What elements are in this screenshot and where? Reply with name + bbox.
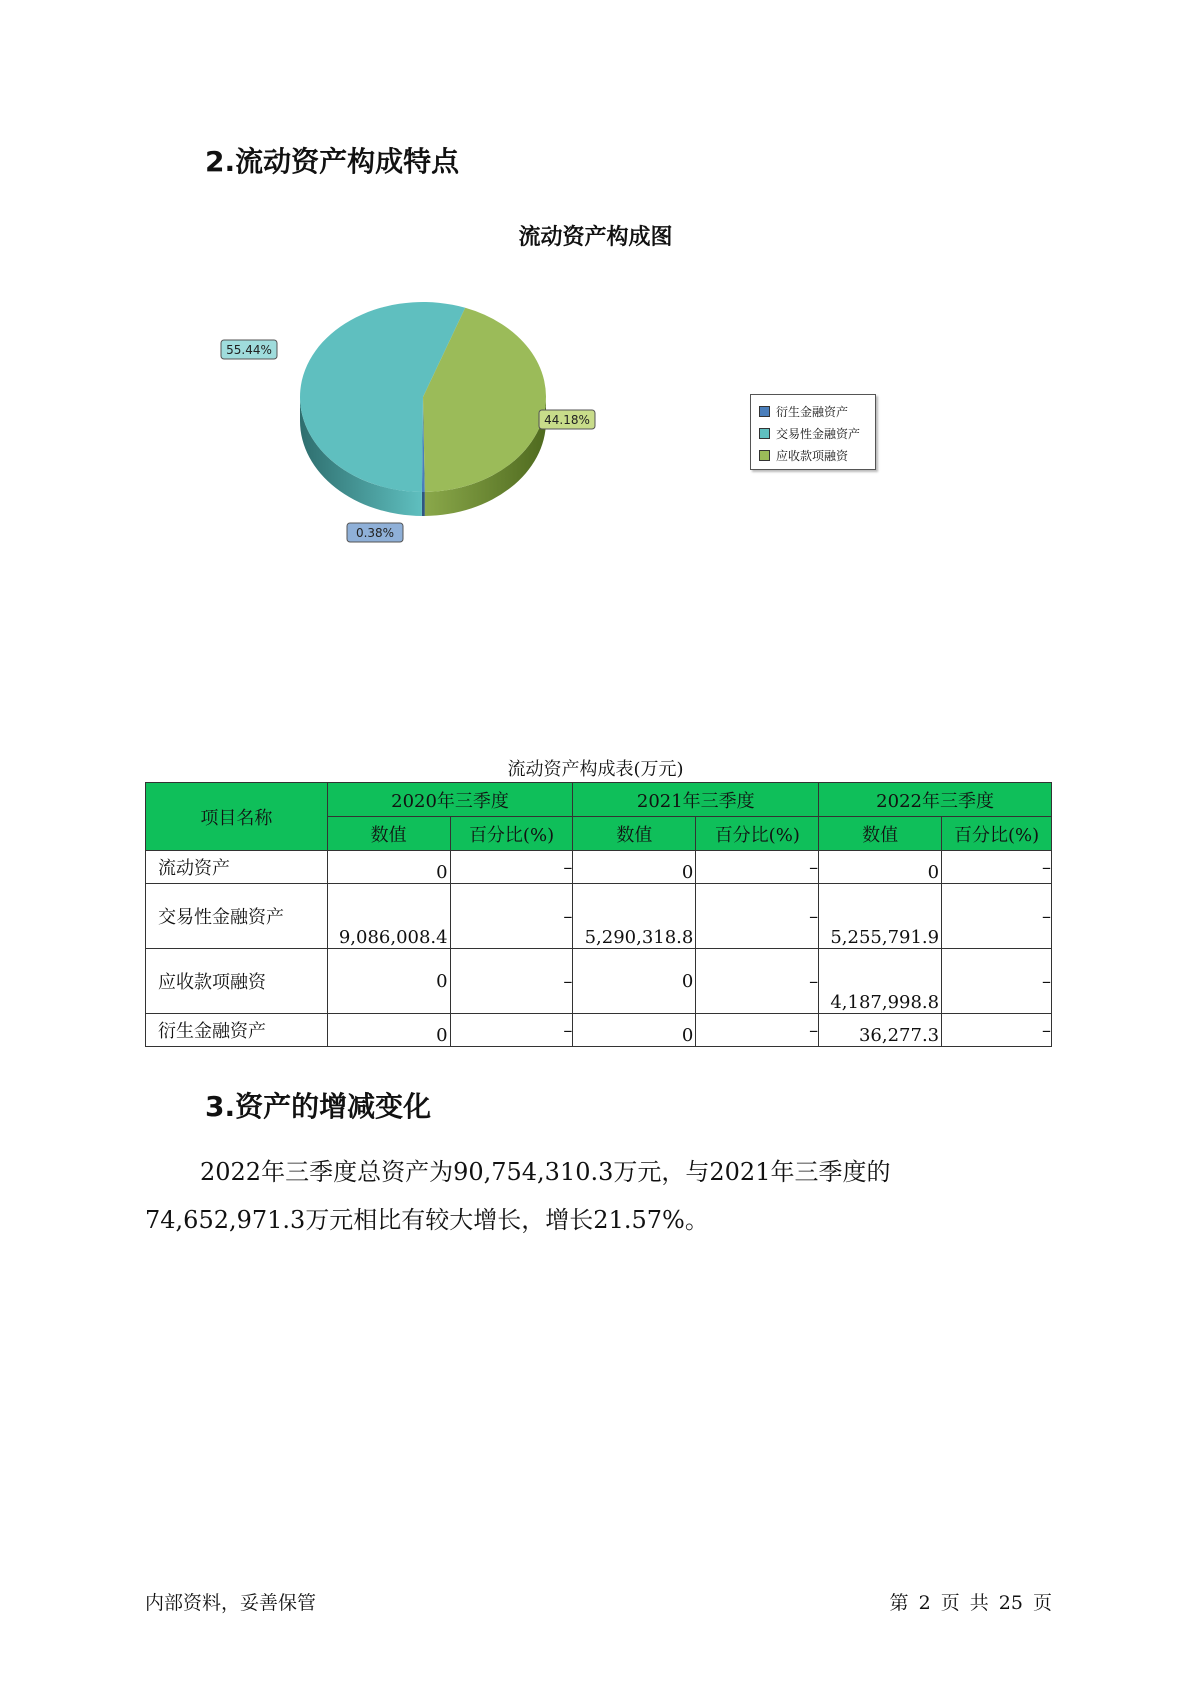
pie-data-label	[539, 410, 595, 429]
chart-legend	[750, 394, 876, 470]
header-period: 2021年三季度	[573, 783, 819, 817]
cell-percent: –	[696, 1014, 819, 1047]
cell-percent: –	[450, 1014, 573, 1047]
header-period: 2020年三季度	[327, 783, 573, 817]
header-percent: 百分比(%)	[696, 817, 819, 851]
cell-percent: –	[942, 949, 1052, 1014]
pie-label-text: 44.18%	[544, 413, 590, 427]
cell-percent: –	[942, 851, 1052, 884]
header-value: 数值	[327, 817, 450, 851]
pie-slice-side	[422, 492, 425, 516]
cell-percent: –	[450, 884, 573, 949]
cell-value: 0	[327, 949, 450, 1014]
row-name: 衍生金融资产	[146, 1014, 328, 1047]
chart-title: 流动资产构成图	[518, 224, 673, 250]
table-row	[146, 884, 1052, 949]
header-value: 数值	[819, 817, 942, 851]
legend-label: 衍生金融资产	[776, 404, 849, 419]
current-assets-table	[145, 782, 1052, 1047]
table-row	[146, 949, 1052, 1014]
table-row	[146, 1014, 1052, 1047]
cell-value: 5,255,791.9	[819, 884, 942, 949]
cell-percent: –	[696, 949, 819, 1014]
cell-percent: –	[450, 851, 573, 884]
header-value: 数值	[573, 817, 696, 851]
section-3-heading: 3.资产的增减变化	[205, 1090, 432, 1123]
cell-percent: –	[942, 884, 1052, 949]
legend-item	[751, 424, 875, 442]
cell-value: 0	[819, 851, 942, 884]
header-period: 2022年三季度	[819, 783, 1052, 817]
row-name: 交易性金融资产	[146, 884, 328, 949]
cell-value: 0	[573, 949, 696, 1014]
legend-swatch	[759, 450, 770, 461]
asset-change-paragraph: 2022年三季度总资产为90,754,310.3万元，与2021年三季度的74,652,971.3万元相比有较大增长，增长21.57%。	[145, 1158, 891, 1234]
footer-confidential: 内部资料，妥善保管	[145, 1592, 317, 1614]
row-name: 应收款项融资	[146, 949, 328, 1014]
pie-label-text: 0.38%	[355, 526, 395, 540]
cell-value: 5,290,318.8	[573, 884, 696, 949]
pie-data-label	[347, 523, 403, 542]
legend-label: 交易性金融资产	[776, 426, 861, 441]
cell-value: 0	[573, 851, 696, 884]
legend-item	[751, 446, 875, 464]
pie-label-text: 55.44%	[226, 343, 272, 357]
legend-label: 应收款项融资	[776, 448, 849, 463]
cell-percent: –	[696, 851, 819, 884]
cell-value: 9,086,008.4	[327, 884, 450, 949]
section-2-heading: 2.流动资产构成特点	[205, 145, 460, 178]
table-row	[146, 851, 1052, 884]
header-percent: 百分比(%)	[450, 817, 573, 851]
legend-swatch	[759, 428, 770, 439]
table-caption: 流动资产构成表(万元)	[507, 759, 684, 780]
cell-value: 4,187,998.8	[819, 949, 942, 1014]
cell-percent: –	[696, 884, 819, 949]
header-item-name: 项目名称	[146, 783, 328, 851]
cell-value: 36,277.3	[819, 1014, 942, 1047]
legend-swatch	[759, 406, 770, 417]
footer-page-number: 第 2 页 共 25 页	[889, 1592, 1052, 1614]
cell-percent: –	[942, 1014, 1052, 1047]
row-name: 流动资产	[146, 851, 328, 884]
pie-chart	[220, 290, 620, 550]
pie-data-label	[221, 340, 277, 359]
cell-value: 0	[573, 1014, 696, 1047]
cell-value: 0	[327, 1014, 450, 1047]
header-percent: 百分比(%)	[942, 817, 1052, 851]
legend-item	[751, 402, 875, 420]
cell-percent: –	[450, 949, 573, 1014]
cell-value: 0	[327, 851, 450, 884]
